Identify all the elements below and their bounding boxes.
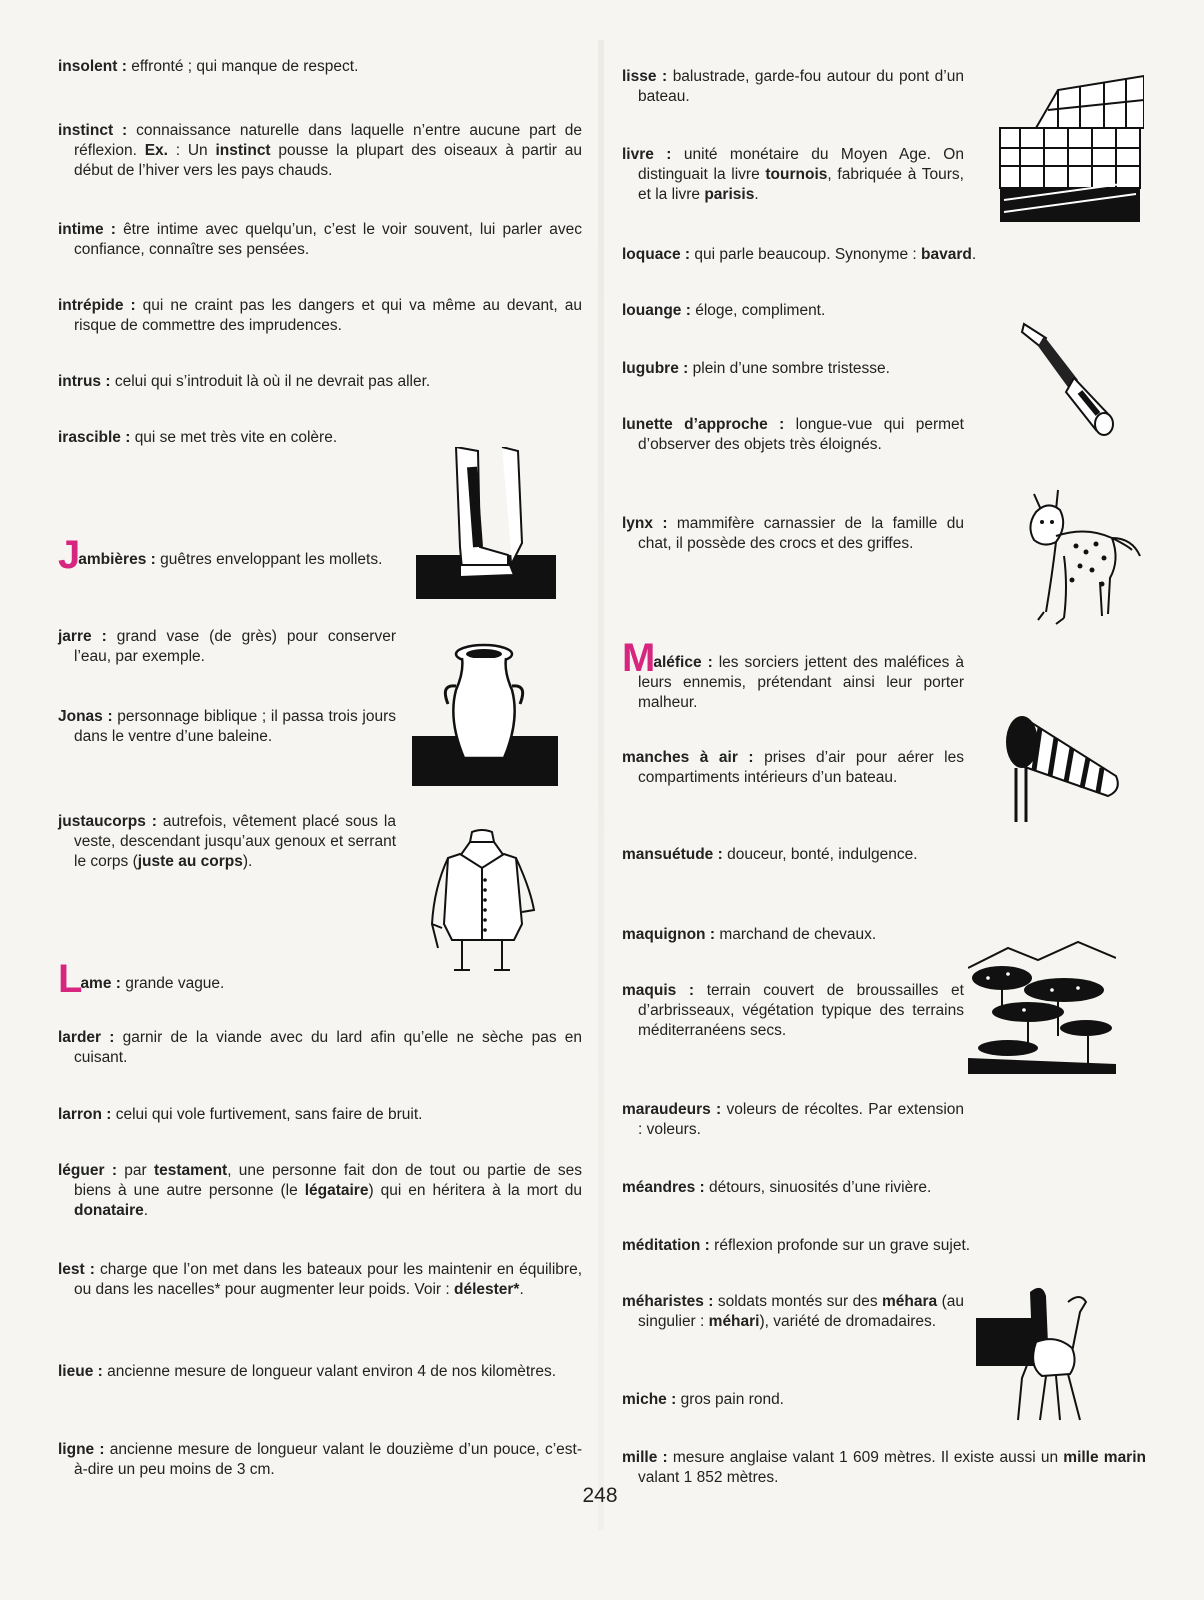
headword: jarre xyxy=(58,628,92,645)
coat-icon xyxy=(418,828,548,980)
entry-livre xyxy=(622,145,964,205)
bold-term: donataire xyxy=(74,1202,144,1219)
entry-justaucorps xyxy=(58,812,396,872)
definition-text: qui parle beaucoup. Synonyme : xyxy=(694,246,921,263)
definition-text: les sorciers jettent des maléfices à leurs ennemis, prétendant ainsi leur porter malheur. xyxy=(638,654,964,711)
headword: ligne xyxy=(58,1441,95,1458)
headword: intrus xyxy=(58,373,102,390)
headword: justaucorps xyxy=(58,813,146,830)
headword: larron xyxy=(58,1106,102,1123)
definition-text: ). xyxy=(242,853,253,870)
headword: miche xyxy=(622,1391,667,1408)
entry-jonas xyxy=(58,707,396,747)
definition-text: être intime avec quelqu’un, c’est le voir souvent, lui parler avec confiance, connaître ses pensées. xyxy=(74,221,582,258)
spyglass-icon xyxy=(1018,318,1118,438)
definition-text: personnage biblique ; il passa trois jours dans le ventre d’une baleine. xyxy=(74,708,396,745)
headword-colon: : xyxy=(101,373,115,390)
entry-mille xyxy=(622,1448,1146,1488)
definition-text: balustrade, garde-fou autour du pont d’un bateau. xyxy=(638,68,964,105)
bold-term: légataire xyxy=(304,1182,369,1199)
definition-text: autrefois, vêtement placé sous la veste, descendant jusqu’aux genoux et serrant le corps ( xyxy=(74,813,396,870)
definition-text: . xyxy=(971,246,977,263)
headword: léguer xyxy=(58,1162,105,1179)
headword: lunette d’approche xyxy=(622,416,768,433)
headword-colon: : xyxy=(767,416,796,433)
definition-text: qui se met très vite en colère. xyxy=(134,429,338,446)
definition-text: ) qui en héritera à la mort du xyxy=(368,1182,582,1199)
bold-term: tournois xyxy=(765,166,828,183)
headword: méditation xyxy=(622,1237,701,1254)
entry-lisse xyxy=(622,67,964,107)
entry-larron xyxy=(58,1105,582,1125)
headword: lugubre xyxy=(622,360,679,377)
definition-text: voleurs de récoltes. Par extension : voleurs. xyxy=(638,1101,964,1138)
entry-meharistes xyxy=(622,1292,964,1332)
entry-mansuetude xyxy=(622,845,964,865)
entry-lunette xyxy=(622,415,964,455)
entry-lynx xyxy=(622,514,964,554)
entry-loquace xyxy=(622,245,1098,265)
definition-text: soldats montés sur des xyxy=(717,1293,882,1310)
headword-colon: : xyxy=(101,1029,123,1046)
headword-colon: : xyxy=(117,58,132,75)
entry-instinct xyxy=(58,121,582,181)
headword-colon: : xyxy=(703,1293,718,1310)
definition-text: , une personne fait don de tout ou partie de ses biens à une autre personne (le xyxy=(74,1162,582,1199)
headword: lynx xyxy=(622,515,654,532)
headword-colon: : xyxy=(705,926,720,943)
page-gutter xyxy=(598,40,604,1530)
definition-text: mesure anglaise valant 1 609 mètres. Il existe aussi un xyxy=(672,1449,1064,1466)
headword: méharistes xyxy=(622,1293,704,1310)
headword-colon: : xyxy=(113,122,137,139)
headword-colon: : xyxy=(701,654,719,671)
entry-intime xyxy=(58,220,582,260)
entry-maquis xyxy=(622,981,964,1041)
entry-lugubre xyxy=(622,359,1038,379)
definition-text: marchand de chevaux. xyxy=(719,926,877,943)
definition-text: connaissance naturelle dans laquelle n’entre aucune part de réflexion. xyxy=(74,122,582,159)
entry-malefice xyxy=(622,636,964,713)
headword: lieue xyxy=(58,1363,94,1380)
entry-maraudeurs xyxy=(622,1100,964,1140)
headword: loquace xyxy=(622,246,681,263)
jar-icon xyxy=(412,640,558,786)
headword-colon: : xyxy=(102,708,118,725)
headword-colon: : xyxy=(123,297,143,314)
camel-rider-icon xyxy=(976,1282,1118,1422)
definition-text: terrain couvert de broussailles et d’arbrisseaux, végétation typique des terrains méditerranéens secs. xyxy=(638,982,964,1039)
headword-colon: : xyxy=(103,221,124,238)
headword-colon: : xyxy=(710,1101,727,1118)
definition-text: valant 1 852 mètres. xyxy=(638,1469,779,1486)
definition-text: ), variété de dromadaires. xyxy=(759,1313,937,1330)
headword-colon: : xyxy=(91,628,117,645)
bold-term: parisis xyxy=(704,186,755,203)
headword: lest xyxy=(58,1261,85,1278)
headword: méandres xyxy=(622,1179,696,1196)
definition-text: , fabriquée à Tours, et la livre xyxy=(638,166,964,203)
headword: intime xyxy=(58,221,104,238)
definition-text: gros pain rond. xyxy=(680,1391,784,1408)
definition-text: celui qui vole furtivement, sans faire de bruit. xyxy=(115,1106,423,1123)
headword-colon: : xyxy=(681,302,696,319)
definition-text: unité monétaire du Moyen Age. On distinguait la livre xyxy=(638,146,964,183)
headword-colon: : xyxy=(104,1162,125,1179)
headword: mille xyxy=(622,1449,658,1466)
headword-colon: : xyxy=(656,68,673,85)
headword: aléfice xyxy=(653,654,702,671)
definition-text: : Un xyxy=(167,142,216,159)
entry-intrepide xyxy=(58,296,582,336)
bold-term: méhara xyxy=(882,1293,938,1310)
headword: maquis xyxy=(622,982,677,999)
entry-intrus xyxy=(58,372,514,392)
bold-term: délester* xyxy=(453,1281,520,1298)
lynx-icon xyxy=(1016,486,1144,636)
definition-text: guêtres enveloppant les mollets. xyxy=(160,551,383,568)
definition-text: garnir de la viande avec du lard afin qu’elle ne sèche pas en cuisant. xyxy=(74,1029,582,1066)
bold-term: juste au corps xyxy=(137,853,243,870)
headword: mansuétude xyxy=(622,846,714,863)
headword-colon: : xyxy=(680,246,695,263)
headword-colon: : xyxy=(120,429,135,446)
headword-colon: : xyxy=(101,1106,116,1123)
definition-text: grande vague. xyxy=(125,975,225,992)
definition-text: ancienne mesure de longueur valant le douzième d’un pouce, c’est-à-dire un peu moins de 3 cm. xyxy=(74,1441,582,1478)
definition-text: grand vase (de grès) pour conserver l’eau, par exemple. xyxy=(74,628,396,665)
entry-lieue xyxy=(58,1362,582,1382)
headword-colon: : xyxy=(657,1449,673,1466)
definition-text: celui qui s’introduit là où il ne devrait pas aller. xyxy=(114,373,431,390)
air-vent-icon xyxy=(996,712,1130,828)
headword: larder xyxy=(58,1029,102,1046)
headword: irascible xyxy=(58,429,121,446)
section-initial: L xyxy=(58,957,83,1001)
headword-colon: : xyxy=(145,813,163,830)
entry-miche xyxy=(622,1390,964,1410)
definition-text: détours, sinuosités d’une rivière. xyxy=(709,1179,932,1196)
headword-colon: : xyxy=(94,1441,110,1458)
headword: ame xyxy=(80,975,112,992)
headword: Jonas xyxy=(58,708,103,725)
definition-text: ancienne mesure de longueur valant environ 4 de nos kilomètres. xyxy=(107,1363,557,1380)
entry-maquignon xyxy=(622,925,964,945)
entry-meandres xyxy=(622,1178,1038,1198)
definition-text: longue-vue qui permet d’observer des objets très éloignés. xyxy=(638,416,964,453)
headword: ambières xyxy=(78,551,147,568)
definition-text: par xyxy=(124,1162,154,1179)
headword-colon: : xyxy=(653,146,684,163)
entry-jarre xyxy=(58,627,396,667)
bold-term: instinct xyxy=(215,142,271,159)
entry-larder xyxy=(58,1028,582,1068)
entry-lest xyxy=(58,1260,582,1300)
headword-colon: : xyxy=(666,1391,681,1408)
headword: intrépide xyxy=(58,297,124,314)
definition-text: . xyxy=(519,1281,524,1298)
page-number: 248 xyxy=(582,1484,618,1507)
headword-colon: : xyxy=(653,515,677,532)
definition-text: charge que l’on met dans les bateaux pour les maintenir en équilibre, ou dans les nacelles* pour augmenter leur poids. Voir : xyxy=(74,1261,583,1298)
definition-text: mammifère carnassier de la famille du chat, il possède des crocs et des griffes. xyxy=(638,515,964,552)
headword: manches à air xyxy=(622,749,738,766)
section-initial: J xyxy=(58,533,81,577)
headword-colon: : xyxy=(146,551,161,568)
entry-meditation xyxy=(622,1236,1098,1256)
definition-text: plein d’une sombre tristesse. xyxy=(692,360,890,377)
headword-colon: : xyxy=(695,1179,710,1196)
definition-text: prises d’air pour aérer les compartiments intérieurs d’un bateau. xyxy=(638,749,964,786)
definition-text: (au singulier : xyxy=(638,1293,964,1330)
definition-text: pousse la plupart des oiseaux à partir au début de l’hiver vers les pays chauds. xyxy=(74,142,583,179)
bold-term: méhari xyxy=(708,1313,760,1330)
headword-colon: : xyxy=(678,360,693,377)
bold-term: Ex. xyxy=(144,142,168,159)
headword: instinct xyxy=(58,122,114,139)
headword-colon: : xyxy=(737,749,765,766)
entry-ligne xyxy=(58,1440,582,1480)
headword-colon: : xyxy=(713,846,728,863)
entry-leguer xyxy=(58,1161,582,1221)
headword-colon: : xyxy=(93,1363,108,1380)
headword: lisse xyxy=(622,68,657,85)
headword-colon: : xyxy=(676,982,707,999)
entry-insolent xyxy=(58,57,452,77)
bold-term: testament xyxy=(153,1162,228,1179)
headword: maraudeurs xyxy=(622,1101,711,1118)
entry-louange xyxy=(622,301,1038,321)
definition-text: . xyxy=(754,186,759,203)
headword: insolent xyxy=(58,58,118,75)
scrubland-icon xyxy=(968,938,1116,1078)
section-initial: M xyxy=(622,636,656,680)
gaiters-icon xyxy=(416,447,556,599)
bold-term: mille marin xyxy=(1063,1449,1146,1466)
definition-text: douceur, bonté, indulgence. xyxy=(727,846,918,863)
headword-colon: : xyxy=(700,1237,715,1254)
entry-irascible xyxy=(58,428,392,448)
definition-text: réflexion profonde sur un grave sujet. xyxy=(714,1237,971,1254)
headword-colon: : xyxy=(111,975,126,992)
headword: maquignon xyxy=(622,926,706,943)
headword: livre xyxy=(622,146,654,163)
definition-text: . xyxy=(143,1202,149,1219)
headword: louange xyxy=(622,302,682,319)
entry-jambieres xyxy=(58,533,396,577)
definition-text: qui ne craint pas les dangers et qui va même au devant, au risque de commettre des imprudences. xyxy=(74,297,582,334)
ship-railing-icon xyxy=(996,70,1144,224)
entry-manches xyxy=(622,748,964,788)
entry-lame xyxy=(58,957,396,1001)
definition-text: éloge, compliment. xyxy=(695,302,826,319)
definition-text: effronté ; qui manque de respect. xyxy=(131,58,359,75)
headword-colon: : xyxy=(84,1261,100,1278)
bold-term: bavard xyxy=(920,246,972,263)
